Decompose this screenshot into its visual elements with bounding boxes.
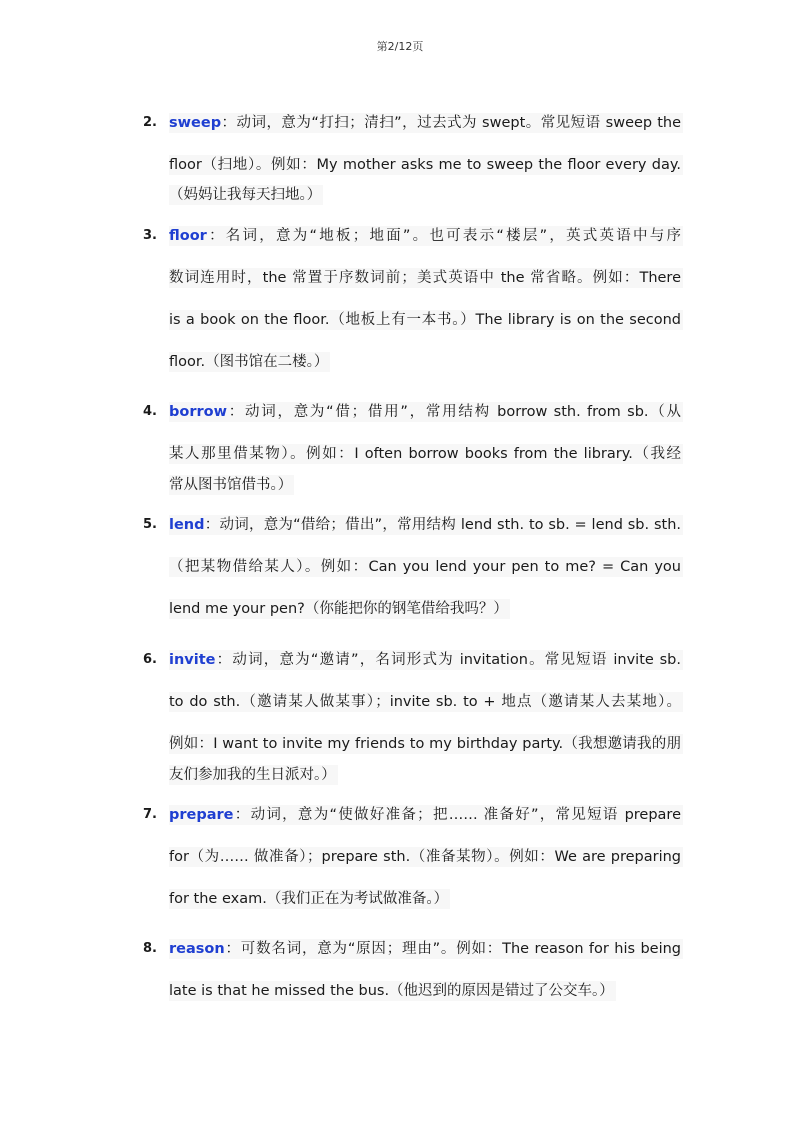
entry-line: lend：动词，意为“借给；借出”，常用结构 lend sth. to sb. = lend sb. sth. — [169, 517, 681, 533]
entry-number: 3. — [143, 228, 157, 243]
page-indicator: 第2/12页 — [376, 40, 424, 53]
entry-line: sweep：动词，意为“打扫；清扫”，过去式为 swept。常见短语 sweep the — [169, 115, 681, 131]
entry-line: floor.（图书馆在二楼。） — [169, 354, 329, 370]
vocab-term: borrow — [169, 404, 227, 420]
entry-number: 8. — [143, 941, 157, 956]
entry-line: is a book on the floor.（地板上有一本书。）The library is on the second — [169, 312, 681, 328]
entry-line: 某人那里借某物）。例如：I often borrow books from the library.（我经 — [169, 446, 681, 462]
entry-number: 7. — [143, 807, 157, 822]
vocab-term: lend — [169, 517, 205, 533]
entry-line: invite：动词，意为“邀请”，名词形式为 invitation。常见短语 invite sb. — [169, 652, 681, 668]
entry-line: （把某物借给某人）。例如：Can you lend your pen to me? = Can you — [169, 559, 681, 575]
entry-line: borrow：动词，意为“借；借用”，常用结构 borrow sth. from sb.（从 — [169, 404, 681, 420]
vocab-term: floor — [169, 228, 207, 244]
entry-line: late is that he missed the bus.（他迟到的原因是错过了公交车。） — [169, 983, 614, 999]
vocab-term: invite — [169, 652, 216, 668]
entry-line: （妈妈让我每天扫地。） — [169, 187, 322, 203]
entry-line: floor（扫地）。例如：My mother asks me to sweep the floor every day. — [169, 157, 681, 173]
entry-line: 例如：I want to invite my friends to my birthday party.（我想邀请我的朋 — [169, 736, 681, 752]
entry-number: 4. — [143, 404, 157, 419]
entry-line: for the exam.（我们正在为考试做准备。） — [169, 891, 449, 907]
entry-line: 数词连用时，the 常置于序数词前；美式英语中 the 常省略。例如：There — [169, 270, 681, 286]
entry-line: 友们参加我的生日派对。） — [169, 767, 336, 783]
vocab-term: prepare — [169, 807, 234, 823]
vocab-term: sweep — [169, 115, 222, 131]
entry-line: prepare：动词，意为“使做好准备；把…… 准备好”，常见短语 prepare — [169, 807, 681, 823]
entry-number: 2. — [143, 115, 157, 130]
vocab-term: reason — [169, 941, 225, 957]
entry-line: floor：名词，意为“地板；地面”。也可表示“楼层”，英式英语中与序 — [169, 228, 681, 244]
entry-line: lend me your pen?（你能把你的钢笔借给我吗？） — [169, 601, 508, 617]
entry-line: reason：可数名词，意为“原因；理由”。例如：The reason for his being — [169, 941, 681, 957]
entry-line: for（为…… 做准备）；prepare sth.（准备某物）。例如：We are preparing — [169, 849, 681, 865]
entry-number: 6. — [143, 652, 157, 667]
entry-line: 常从图书馆借书。） — [169, 477, 293, 493]
entry-number: 5. — [143, 517, 157, 532]
entry-line: to do sth.（邀请某人做某事）；invite sb. to + 地点（邀请某人去某地）。 — [169, 694, 681, 710]
